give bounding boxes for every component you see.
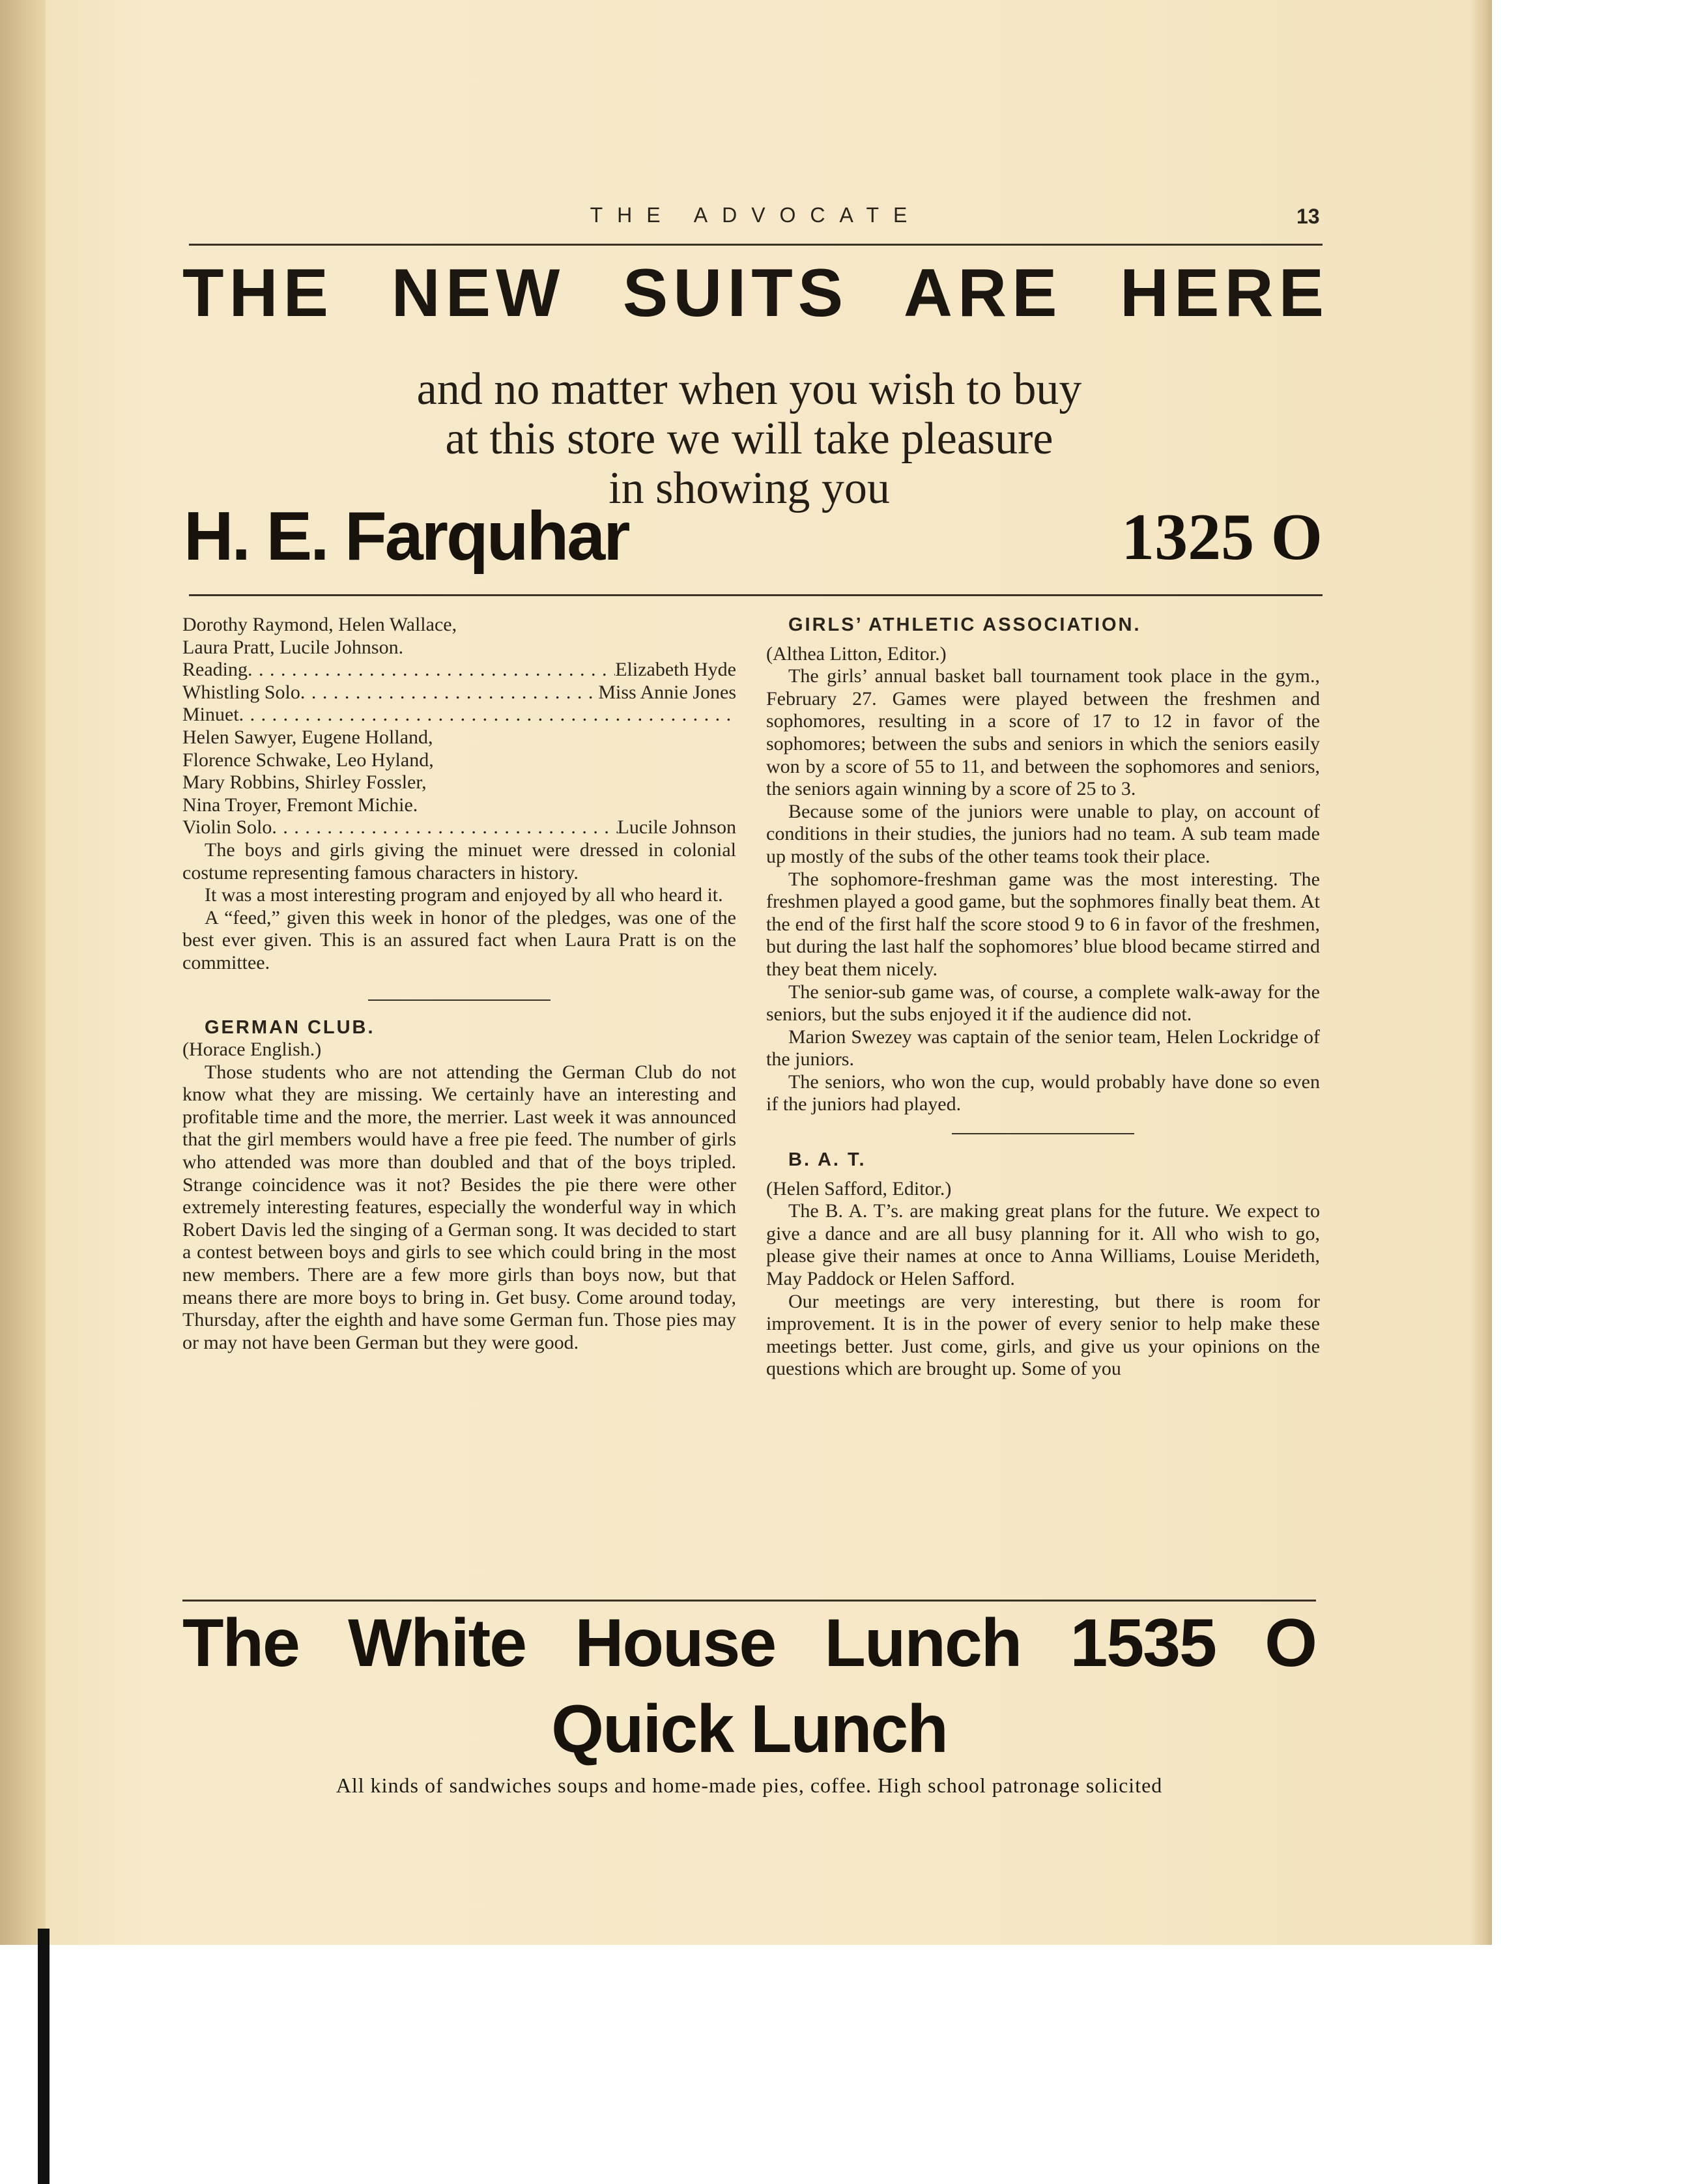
running-head: THE ADVOCATE <box>590 203 922 227</box>
program-performer: Elizabeth Hyde <box>615 659 736 681</box>
program-item <box>182 682 736 704</box>
ad-body-line: at this store we will take pleasure <box>445 414 1053 464</box>
program-performer: Lucile Johnson <box>617 816 736 839</box>
spine-shadow <box>0 0 46 1945</box>
section-heading: B. A. T. <box>788 1149 866 1171</box>
paragraph: The girls’ annual basket ball tournament took place in the gym., February 27. Games were played between the freshmen and sophomores, resulting in a score of 17 to 12 in favor of the sophomores; between the subs and seniors in which the seniors easily won by a score of 55 to 11, and between the sophomores and seniors, the seniors again winning by a score of 25 to 3. <box>766 665 1320 800</box>
ad-top-rule <box>182 1600 1316 1602</box>
minuet-names: Florence Schwake, Leo Hyland, <box>182 749 434 771</box>
paragraph: It was a most interesting program and enjoyed by all who heard it. <box>205 884 723 906</box>
paragraph: Our meetings are very interesting, but there is room for improvement. It is in the power of every senior to help make these meetings better. Just come, girls, and give us your opinions on the questions which are brought up. Some of you <box>766 1290 1320 1380</box>
cast-line: Dorothy Raymond, Helen Wallace, <box>182 614 457 635</box>
ad-body-line: and no matter when you wish to buy <box>416 364 1082 414</box>
program-item-title: Minuet <box>182 704 239 726</box>
paragraph: The boys and girls giving the minuet were dressed in colonial costume representing famous characters in history. <box>182 839 736 884</box>
minuet-names: Nina Troyer, Fremont Michie. <box>182 794 418 816</box>
program-item <box>182 704 736 726</box>
program-item <box>182 816 736 839</box>
program-item-title: Whistling Solo <box>182 681 300 703</box>
right-column <box>766 614 1320 1381</box>
leader-dots <box>239 704 736 726</box>
section-editor: (Helen Safford, Editor.) <box>766 1177 952 1200</box>
ad-lunch-address: 1535 O <box>1070 1605 1316 1681</box>
ad-lunch-subtitle: Quick Lunch <box>551 1691 947 1767</box>
leader-dots <box>272 816 617 839</box>
page-number: 13 <box>1296 205 1320 228</box>
paragraph: Those students who are not attending the German Club do not know what they are missing. We certainly have an interesting and profitable time and the more, the merrier. Last week it was announced that the girl members would have a free pie feed. The number of girls who attended was more than doubled and that of the boys tripled. Strange coincidence was it not? Besides the pie there were other extremely interesting features, especially the wonderful way in which Robert Davis led the singing of a German song. It was decided to start a contest between boys and girls to see which could bring in the most new members. There are a few more girls than boys now, but that means there are more boys to bring in. Get busy. Come around today, Thursday, after the eighth and have some German fun. Those pies may or may not have been German but they were good. <box>182 1061 736 1353</box>
program-performer: Miss Annie Jones <box>598 681 736 703</box>
paragraph: The sophomore-freshman game was the most interesting. The freshmen played a good game, but the sophmores finally beat them. At the end of the first half the score stood 9 to 6 in favor of the freshmen, but during the last half the sophomores’ blue blood became stirred and they beat them nicely. <box>766 868 1320 980</box>
page-edge <box>1470 0 1492 1945</box>
section-editor: (Horace English.) <box>182 1039 322 1061</box>
minuet-names: Helen Sawyer, Eugene Holland, <box>182 726 433 748</box>
minuet-names: Mary Robbins, Shirley Fossler, <box>182 771 427 794</box>
paragraph: Marion Swezey was captain of the senior team, Helen Lockridge of the juniors. <box>766 1026 1320 1070</box>
paragraph: The senior-sub game was, of course, a complete walk-away for the seniors, but the subs enjoyed it if the audience did not. <box>766 981 1320 1026</box>
ad-lunch-line <box>182 1605 1316 1681</box>
section-heading: GIRLS’ ATHLETIC ASSOCIATION. <box>788 614 1141 635</box>
ad-lunch-tagline: All kinds of sandwiches soups and home-made pies, coffee. High school patronage solicited <box>336 1774 1163 1797</box>
header-rule <box>189 244 1323 246</box>
paragraph: A “feed,” given this week in honor of the pledges, was one of the best ever given. This is an assured fact when Laura Pratt is on the committee. <box>182 906 736 973</box>
cast-line: Laura Pratt, Lucile Johnson. <box>182 636 404 658</box>
section-editor: (Althea Litton, Editor.) <box>766 642 947 665</box>
section-heading: GERMAN CLUB. <box>205 1016 375 1038</box>
leader-dots <box>300 682 598 704</box>
ad-lunch-name: The White House Lunch <box>182 1605 1022 1681</box>
paragraph: The seniors, who won the cup, would probably have done so even if the juniors had played. <box>766 1070 1320 1115</box>
paragraph: The B. A. T’s. are making great plans for the future. We expect to give a dance and are all busy planning for it. All who wish to go, please give their names at once to Anna Williams, Louise Merideth, May Paddock or Helen Safford. <box>766 1200 1320 1290</box>
ad-merchant-name: H. E. Farquhar <box>184 498 629 575</box>
ad-bottom-rule <box>189 594 1323 596</box>
program-item <box>182 659 736 682</box>
leader-dots <box>248 659 615 682</box>
ad-headline: THE NEW SUITS ARE HERE <box>182 255 1329 331</box>
program-item-title: Violin Solo <box>182 816 272 839</box>
program-item-title: Reading <box>182 659 248 681</box>
paragraph: Because some of the juniors were unable to play, on account of conditions in their studies, the juniors had no team. A sub team made up mostly of the subs of the other teams took their place. <box>766 800 1320 867</box>
left-column <box>182 614 736 1354</box>
ad-address: 1325 O <box>1121 500 1323 574</box>
ad-body <box>235 365 1264 513</box>
binding-strip <box>38 1929 50 2184</box>
ad-body-line: in showing you <box>608 463 890 513</box>
